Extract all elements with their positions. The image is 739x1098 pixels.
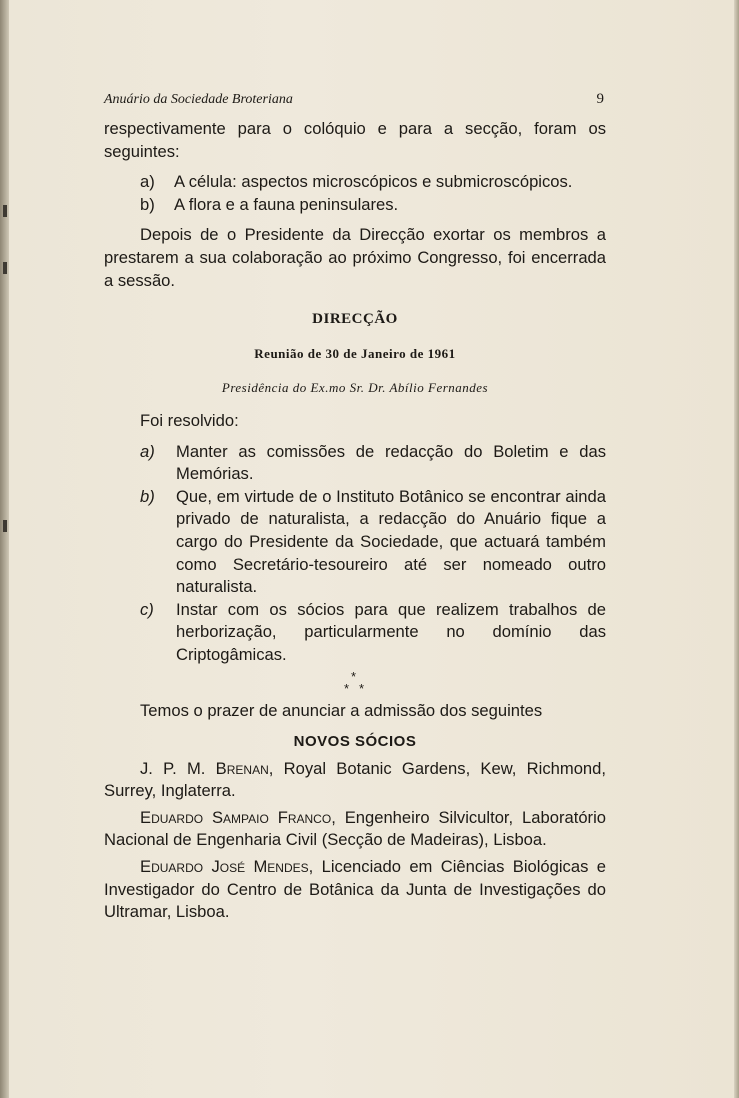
member-entry bbox=[104, 856, 606, 924]
announcement: Temos o prazer de anunciar a admissão dos seguintes bbox=[140, 701, 543, 721]
asterisk: * bbox=[344, 681, 350, 697]
member-details: , Engenheiro Silvicultor, Laboratório Nacional de Engenharia Civil (Secção de Madeiras), Lisboa. bbox=[104, 807, 606, 850]
member-entry bbox=[104, 758, 606, 803]
binding-mark bbox=[3, 262, 7, 274]
list-item bbox=[104, 599, 606, 667]
intro-paragraph: respectivamente para o colóquio e para a secção, foram os seguintes: bbox=[104, 119, 606, 161]
page-content bbox=[104, 88, 606, 924]
closing-paragraph: Depois de o Presidente da Direcção exortar os membros a prestarem a sua colaboração ao próximo Congresso, foi encerrada a sessão. bbox=[104, 225, 606, 290]
journal-title: Anuário da Sociedade Broteriana bbox=[104, 92, 293, 107]
member-entry bbox=[104, 807, 606, 852]
item-label: b) bbox=[140, 486, 155, 506]
list-item bbox=[104, 441, 606, 486]
list-item bbox=[104, 194, 606, 217]
list-item bbox=[104, 171, 606, 194]
item-label: b) bbox=[140, 194, 155, 214]
item-text: A flora e a fauna peninsulares. bbox=[174, 194, 399, 214]
item-label: a) bbox=[140, 172, 155, 192]
running-head bbox=[104, 88, 606, 112]
binding-mark bbox=[3, 205, 7, 217]
member-details: , Licenciado em Ciências Biológicas e Investigador do Centro de Botânica da Junta de Investigações do Ultramar, Lisboa. bbox=[104, 857, 606, 922]
member-name: Eduardo Sampaio Franco bbox=[140, 807, 332, 827]
asterisk: * bbox=[351, 669, 357, 685]
member-details: , Royal Botanic Gardens, Kew, Richmond, Surrey, Inglaterra. bbox=[104, 758, 606, 801]
resolutions-list bbox=[104, 441, 606, 667]
section-heading-direccao: DIRECÇÃO bbox=[312, 311, 398, 328]
page-number: 9 bbox=[596, 91, 604, 107]
member-name: J. P. M. Brenan bbox=[140, 758, 269, 778]
member-name: Eduardo José Mendes bbox=[140, 857, 309, 877]
section-heading-novos-socios: NOVOS SÓCIOS bbox=[293, 733, 417, 751]
list-item bbox=[104, 486, 606, 599]
binding-mark bbox=[3, 520, 7, 532]
asterism bbox=[104, 668, 606, 698]
item-label: c) bbox=[140, 599, 154, 619]
item-text: Manter as comissões de redacção do Boletim e das Memórias. bbox=[176, 441, 606, 484]
asterisk: * bbox=[359, 681, 365, 697]
item-label: a) bbox=[140, 441, 155, 461]
item-text: Que, em virtude de o Instituto Botânico se encontrar ainda privado de naturalista, a redacção do Anuário fique a cargo do Presidente da Sociedade, que actuará também como Secretário-tesoureiro até ser nomeado outro naturalista. bbox=[176, 486, 606, 597]
item-text: A célula: aspectos microscópicos e submicroscópicos. bbox=[174, 172, 573, 192]
presidency-subheading: Presidência do Ex.mo Sr. Dr. Abílio Fernandes bbox=[221, 380, 489, 396]
item-text: Instar com os sócios para que realizem trabalhos de herborização, particularmente no domínio das Criptogâmicas. bbox=[176, 599, 606, 664]
meeting-subheading: Reunião de 30 de Janeiro de 1961 bbox=[254, 345, 456, 361]
resolved-label: Foi resolvido: bbox=[140, 410, 239, 430]
sections-list bbox=[104, 171, 606, 216]
